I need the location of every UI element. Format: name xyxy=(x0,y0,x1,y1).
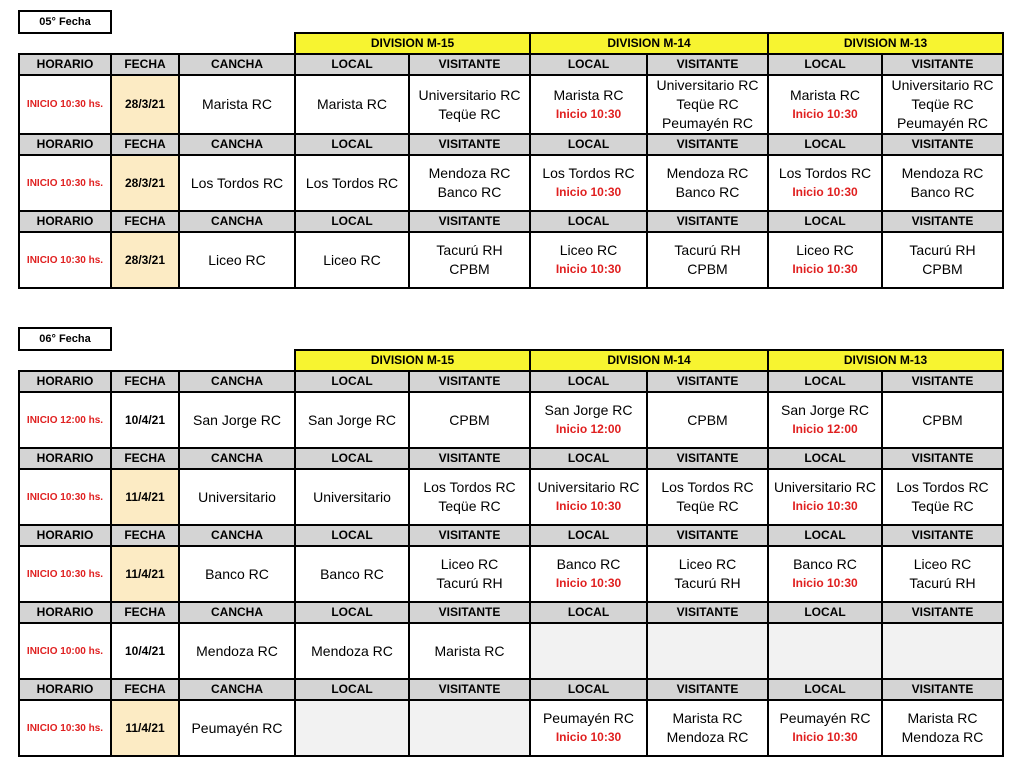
header-cancha: CANCHA xyxy=(179,602,295,623)
inicio-time: Inicio 10:30 xyxy=(792,262,858,276)
inicio-time: Inicio 10:30 xyxy=(555,185,622,199)
cancha-cell: Marista RC xyxy=(179,75,295,134)
horario-cell: INICIO 10:30 hs. xyxy=(19,155,111,211)
header-local: LOCAL xyxy=(768,525,882,546)
header-local: LOCAL xyxy=(768,371,882,392)
header-visitante: VISITANTE xyxy=(409,134,530,155)
visitante-team: Peumayén RC xyxy=(661,115,754,131)
local-cell-m13 xyxy=(768,392,882,448)
fecha-cell: 28/3/21 xyxy=(111,75,179,134)
visitante-team: Tacurú RH xyxy=(674,575,741,591)
inicio-time: Inicio 12:00 xyxy=(792,422,858,436)
header-local: LOCAL xyxy=(530,54,647,75)
visitante-cell-m13 xyxy=(882,75,1003,134)
local-team: San Jorge RC xyxy=(308,411,396,428)
header-cancha: CANCHA xyxy=(179,525,295,546)
visitante-cell-m15 xyxy=(409,155,530,211)
visitante-cell-m15 xyxy=(409,623,530,679)
cancha-cell: Banco RC xyxy=(179,546,295,602)
fecha-cell: 10/4/21 xyxy=(111,623,179,679)
visitante-team: Teqüe RC xyxy=(438,105,501,122)
cancha-cell: Universitario xyxy=(179,469,295,525)
fecha-table xyxy=(18,327,1004,757)
cancha-cell: Los Tordos RC xyxy=(179,155,295,211)
visitante-team: Banco RC xyxy=(910,184,975,200)
local-cell-m15 xyxy=(295,392,409,448)
visitante-team: Marista RC xyxy=(907,710,978,726)
empty-visitante-cell xyxy=(409,700,530,756)
visitante-team: CPBM xyxy=(922,411,963,428)
local-team: Los Tordos RC xyxy=(305,174,399,191)
inicio-time: Inicio 10:30 xyxy=(555,576,622,590)
visitante-team: Peumayén RC xyxy=(896,115,989,131)
fecha-cell: 11/4/21 xyxy=(111,700,179,756)
header-local: LOCAL xyxy=(768,679,882,700)
visitante-team: Banco RC xyxy=(437,184,502,200)
match-row xyxy=(19,546,1003,602)
header-cancha: CANCHA xyxy=(179,211,295,232)
visitante-team: CPBM xyxy=(687,261,728,277)
visitante-cell-m13 xyxy=(882,392,1003,448)
match-row xyxy=(19,155,1003,211)
empty-local-cell xyxy=(295,700,409,756)
inicio-time: Inicio 10:30 xyxy=(555,499,622,513)
header-fecha: FECHA xyxy=(111,371,179,392)
header-visitante: VISITANTE xyxy=(882,54,1003,75)
visitante-cell-m15 xyxy=(409,75,530,134)
visitante-team: Mendoza RC xyxy=(666,165,749,181)
cancha-cell: Mendoza RC xyxy=(179,623,295,679)
header-visitante: VISITANTE xyxy=(409,371,530,392)
fecha-cell: 28/3/21 xyxy=(111,155,179,211)
header-visitante: VISITANTE xyxy=(647,371,768,392)
local-team: Banco RC xyxy=(556,556,621,572)
header-local: LOCAL xyxy=(530,211,647,232)
inicio-time: Inicio 10:30 xyxy=(555,262,622,276)
header-local: LOCAL xyxy=(295,54,409,75)
header-fecha: FECHA xyxy=(111,211,179,232)
horario-cell: INICIO 10:30 hs. xyxy=(19,232,111,288)
visitante-cell-m14 xyxy=(647,155,768,211)
local-cell-m13 xyxy=(768,700,882,756)
inicio-time: Inicio 10:30 xyxy=(555,106,622,121)
fecha-table xyxy=(18,10,1004,289)
header-local: LOCAL xyxy=(295,448,409,469)
inicio-time: Inicio 10:30 xyxy=(792,185,858,199)
column-header-row xyxy=(19,679,1003,700)
local-cell-m14 xyxy=(530,700,647,756)
cancha-cell: San Jorge RC xyxy=(179,392,295,448)
inicio-time: Inicio 10:30 xyxy=(555,730,622,744)
header-cancha: CANCHA xyxy=(179,134,295,155)
local-cell-m13 xyxy=(768,155,882,211)
match-row xyxy=(19,232,1003,288)
visitante-team: Teqüe RC xyxy=(676,498,739,514)
visitante-cell-m14 xyxy=(647,700,768,756)
visitante-team: Los Tordos RC xyxy=(423,479,516,495)
column-header-row xyxy=(19,525,1003,546)
match-row xyxy=(19,469,1003,525)
cancha-cell: Liceo RC xyxy=(179,232,295,288)
visitante-cell-m15 xyxy=(409,469,530,525)
match-row xyxy=(19,700,1003,756)
header-visitante: VISITANTE xyxy=(647,211,768,232)
header-local: LOCAL xyxy=(530,371,647,392)
header-visitante: VISITANTE xyxy=(647,54,768,75)
header-horario: HORARIO xyxy=(19,602,111,623)
visitante-cell-m14 xyxy=(647,546,768,602)
header-horario: HORARIO xyxy=(19,134,111,155)
column-header-row xyxy=(19,211,1003,232)
column-header-row xyxy=(19,371,1003,392)
local-team: Mendoza RC xyxy=(311,642,393,659)
header-cancha: CANCHA xyxy=(179,54,295,75)
visitante-team: Teqüe RC xyxy=(911,96,974,112)
header-local: LOCAL xyxy=(530,679,647,700)
header-fecha: FECHA xyxy=(111,525,179,546)
visitante-team: Teqüe RC xyxy=(438,498,501,514)
header-fecha: FECHA xyxy=(111,54,179,75)
title-row xyxy=(19,328,1003,350)
header-local: LOCAL xyxy=(768,602,882,623)
visitante-team: Teqüe RC xyxy=(676,96,739,112)
spacer xyxy=(19,33,295,54)
visitante-team: Mendoza RC xyxy=(901,165,984,181)
visitante-team: Marista RC xyxy=(672,710,743,726)
visitante-cell-m15 xyxy=(409,392,530,448)
column-header-row xyxy=(19,602,1003,623)
visitante-team: Universitario RC xyxy=(891,77,994,93)
local-cell-m14 xyxy=(530,155,647,211)
header-local: LOCAL xyxy=(530,448,647,469)
header-visitante: VISITANTE xyxy=(409,448,530,469)
local-cell-m15 xyxy=(295,623,409,679)
visitante-team: Liceo RC xyxy=(678,556,737,572)
fecha-cell: 28/3/21 xyxy=(111,232,179,288)
fecha-cell: 10/4/21 xyxy=(111,392,179,448)
visitante-cell-m14 xyxy=(647,469,768,525)
inicio-time: Inicio 10:30 xyxy=(792,499,858,513)
local-team: Los Tordos RC xyxy=(778,165,872,181)
header-visitante: VISITANTE xyxy=(409,54,530,75)
visitante-team: Universitario RC xyxy=(656,77,759,93)
local-team: San Jorge RC xyxy=(781,402,869,418)
visitante-team: Mendoza RC xyxy=(428,165,511,181)
header-horario: HORARIO xyxy=(19,211,111,232)
horario-cell: INICIO 12:00 hs. xyxy=(19,392,111,448)
header-horario: HORARIO xyxy=(19,525,111,546)
visitante-cell-m14 xyxy=(647,75,768,134)
column-header-row xyxy=(19,448,1003,469)
visitante-team: Universitario RC xyxy=(418,86,521,103)
header-local: LOCAL xyxy=(295,371,409,392)
inicio-time: Inicio 10:30 xyxy=(792,730,858,744)
empty-visitante-cell xyxy=(882,623,1003,679)
header-local: LOCAL xyxy=(295,211,409,232)
spacer xyxy=(111,11,1003,33)
header-local: LOCAL xyxy=(530,134,647,155)
local-team: Banco RC xyxy=(320,565,384,582)
header-local: LOCAL xyxy=(295,679,409,700)
local-team: Marista RC xyxy=(789,86,860,103)
local-team: Marista RC xyxy=(316,96,387,112)
header-visitante: VISITANTE xyxy=(882,602,1003,623)
visitante-cell-m13 xyxy=(882,469,1003,525)
match-row xyxy=(19,623,1003,679)
header-visitante: VISITANTE xyxy=(409,211,530,232)
division-row xyxy=(19,33,1003,54)
local-cell-m15 xyxy=(295,232,409,288)
fecha-cell: 11/4/21 xyxy=(111,469,179,525)
local-team: Liceo RC xyxy=(559,242,618,258)
horario-cell: INICIO 10:30 hs. xyxy=(19,546,111,602)
visitante-team: Mendoza RC xyxy=(901,729,984,745)
local-team: San Jorge RC xyxy=(544,402,633,418)
header-cancha: CANCHA xyxy=(179,679,295,700)
header-visitante: VISITANTE xyxy=(882,679,1003,700)
fecha-cell: 11/4/21 xyxy=(111,546,179,602)
visitante-cell-m13 xyxy=(882,700,1003,756)
visitante-cell-m14 xyxy=(647,392,768,448)
horario-cell: INICIO 10:30 hs. xyxy=(19,700,111,756)
cancha-cell: Peumayén RC xyxy=(179,700,295,756)
header-cancha: CANCHA xyxy=(179,448,295,469)
header-visitante: VISITANTE xyxy=(882,371,1003,392)
local-team: Liceo RC xyxy=(323,251,381,268)
division-header: DIVISION M-15 xyxy=(295,350,530,371)
visitante-team: Liceo RC xyxy=(913,556,972,572)
division-header: DIVISION M-15 xyxy=(295,33,530,54)
division-header: DIVISION M-14 xyxy=(530,33,768,54)
header-horario: HORARIO xyxy=(19,679,111,700)
visitante-cell-m13 xyxy=(882,546,1003,602)
header-horario: HORARIO xyxy=(19,54,111,75)
local-cell-m14 xyxy=(530,75,647,134)
header-local: LOCAL xyxy=(530,602,647,623)
local-cell-m14 xyxy=(530,392,647,448)
inicio-time: Inicio 12:00 xyxy=(555,422,622,436)
local-cell-m13 xyxy=(768,546,882,602)
match-row xyxy=(19,392,1003,448)
header-visitante: VISITANTE xyxy=(409,602,530,623)
title-row xyxy=(19,11,1003,33)
local-team: Universitario RC xyxy=(774,479,876,495)
visitante-team: Tacurú RH xyxy=(909,575,976,591)
empty-visitante-cell xyxy=(647,623,768,679)
visitante-cell-m15 xyxy=(409,546,530,602)
local-team: Peumayén RC xyxy=(779,710,871,726)
local-cell-m13 xyxy=(768,469,882,525)
visitante-team: Mendoza RC xyxy=(666,729,749,745)
local-team: Los Tordos RC xyxy=(542,165,635,181)
visitante-team: Marista RC xyxy=(434,642,505,659)
local-cell-m15 xyxy=(295,75,409,134)
visitante-team: CPBM xyxy=(922,261,963,277)
local-team: Peumayén RC xyxy=(542,710,635,726)
visitante-team: Tacurú RH xyxy=(436,575,503,591)
visitante-team: Tacurú RH xyxy=(674,242,741,258)
horario-cell: INICIO 10:00 hs. xyxy=(19,623,111,679)
header-local: LOCAL xyxy=(768,134,882,155)
fecha-title: 06° Fecha xyxy=(19,328,111,350)
visitante-team: Banco RC xyxy=(675,184,740,200)
division-header: DIVISION M-13 xyxy=(768,350,1003,371)
local-team: Liceo RC xyxy=(796,242,854,258)
local-cell-m14 xyxy=(530,232,647,288)
visitante-team: Teqüe RC xyxy=(911,498,974,514)
header-cancha: CANCHA xyxy=(179,371,295,392)
spacer xyxy=(111,328,1003,350)
visitante-team: Liceo RC xyxy=(440,556,499,572)
local-cell-m15 xyxy=(295,546,409,602)
visitante-cell-m13 xyxy=(882,155,1003,211)
visitante-cell-m14 xyxy=(647,232,768,288)
visitante-team: Los Tordos RC xyxy=(896,479,989,495)
header-visitante: VISITANTE xyxy=(409,525,530,546)
header-local: LOCAL xyxy=(295,134,409,155)
empty-local-cell xyxy=(530,623,647,679)
inicio-time: Inicio 10:30 xyxy=(792,576,858,590)
header-visitante: VISITANTE xyxy=(882,134,1003,155)
column-header-row xyxy=(19,134,1003,155)
header-local: LOCAL xyxy=(295,525,409,546)
visitante-cell-m15 xyxy=(409,232,530,288)
header-local: LOCAL xyxy=(530,525,647,546)
horario-cell: INICIO 10:30 hs. xyxy=(19,469,111,525)
header-local: LOCAL xyxy=(768,211,882,232)
header-visitante: VISITANTE xyxy=(647,525,768,546)
fecha-title: 05° Fecha xyxy=(19,11,111,33)
header-fecha: FECHA xyxy=(111,602,179,623)
local-cell-m15 xyxy=(295,155,409,211)
header-visitante: VISITANTE xyxy=(647,448,768,469)
match-row xyxy=(19,75,1003,134)
header-visitante: VISITANTE xyxy=(647,602,768,623)
division-header: DIVISION M-14 xyxy=(530,350,768,371)
visitante-team: Tacurú RH xyxy=(909,242,976,258)
local-team: Universitario RC xyxy=(537,479,640,495)
visitante-team: CPBM xyxy=(449,411,490,428)
visitante-team: CPBM xyxy=(687,411,728,428)
header-horario: HORARIO xyxy=(19,371,111,392)
visitante-team: Los Tordos RC xyxy=(661,479,754,495)
horario-cell: INICIO 10:30 hs. xyxy=(19,75,111,134)
header-local: LOCAL xyxy=(768,448,882,469)
visitante-cell-m13 xyxy=(882,232,1003,288)
local-cell-m14 xyxy=(530,546,647,602)
header-local: LOCAL xyxy=(295,602,409,623)
spacer xyxy=(19,350,295,371)
header-local: LOCAL xyxy=(768,54,882,75)
local-team: Universitario xyxy=(313,488,391,505)
header-fecha: FECHA xyxy=(111,134,179,155)
local-cell-m14 xyxy=(530,469,647,525)
visitante-team: CPBM xyxy=(449,261,490,277)
header-fecha: FECHA xyxy=(111,448,179,469)
header-visitante: VISITANTE xyxy=(647,134,768,155)
header-visitante: VISITANTE xyxy=(647,679,768,700)
division-row xyxy=(19,350,1003,371)
header-visitante: VISITANTE xyxy=(882,448,1003,469)
local-cell-m13 xyxy=(768,232,882,288)
division-header: DIVISION M-13 xyxy=(768,33,1003,54)
local-team: Marista RC xyxy=(553,86,624,103)
column-header-row xyxy=(19,54,1003,75)
header-visitante: VISITANTE xyxy=(409,679,530,700)
local-cell-m15 xyxy=(295,469,409,525)
header-visitante: VISITANTE xyxy=(882,525,1003,546)
local-team: Banco RC xyxy=(793,556,857,572)
empty-local-cell xyxy=(768,623,882,679)
header-visitante: VISITANTE xyxy=(882,211,1003,232)
header-fecha: FECHA xyxy=(111,679,179,700)
header-horario: HORARIO xyxy=(19,448,111,469)
local-cell-m13 xyxy=(768,75,882,134)
inicio-time: Inicio 10:30 xyxy=(792,106,858,121)
visitante-team: Tacurú RH xyxy=(436,242,503,258)
